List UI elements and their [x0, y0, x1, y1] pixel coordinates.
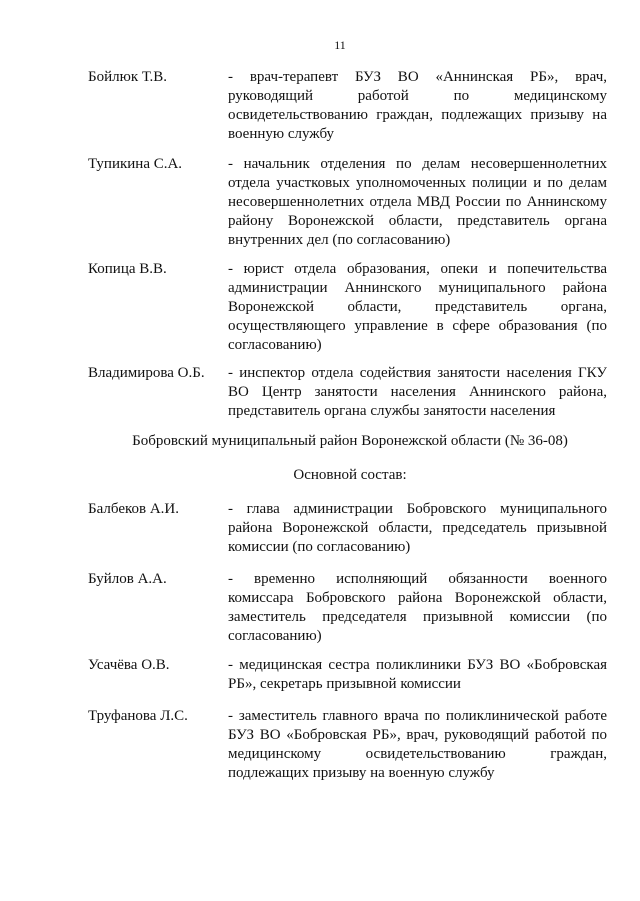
member-name: Тупикина С.А.	[88, 156, 183, 172]
member-description: - начальник отделения по делам несовершеннолетних отдела участковых уполномоченных полиции и по делам несовершеннолетних отдела МВД России по Аннинскому району Воронежской области, представитель органа внутренних дел (по согласованию)	[228, 156, 607, 248]
member-name: Труфанова Л.С.	[88, 708, 188, 724]
member-description: - заместитель главного врача по поликлинической работе БУЗ ВО «Бобровская РБ», врач, руководящий работой по медицинскому освидетельствованию граждан, подлежащих призыву на военную службу	[228, 708, 607, 781]
member-description: - юрист отдела образования, опеки и попечительства администрации Аннинского муниципального района Воронежской области, представитель органа, осуществляющего управление в сфере образования (по согласованию)	[228, 261, 607, 353]
member-description: - врач-терапевт БУЗ ВО «Аннинская РБ», врач, руководящий работой по медицинскому освидетельствованию граждан, подлежащих призыву на военную службу	[228, 69, 607, 142]
member-name: Балбеков А.И.	[88, 501, 180, 517]
page-number: 11	[334, 38, 346, 52]
member-name: Копица В.В.	[88, 261, 167, 277]
district-heading: Бобровский муниципальный район Воронежской области (№ 36-08)	[132, 433, 568, 449]
member-description: - глава администрации Бобровского муниципального района Воронежской области, председатель призывной комиссии (по согласованию)	[228, 501, 607, 555]
member-description: - инспектор отдела содействия занятости населения ГКУ ВО Центр занятости населения Аннинского района, представитель органа службы занятости населения	[228, 365, 607, 419]
composition-heading: Основной состав:	[293, 467, 407, 483]
member-description: - временно исполняющий обязанности военного комиссара Бобровского района Воронежской области, заместитель председателя призывной комиссии (по согласованию)	[228, 571, 607, 644]
member-name: Усачёва О.В.	[88, 657, 170, 673]
member-name: Владимирова О.Б.	[88, 365, 205, 381]
member-name: Буйлов А.А.	[88, 571, 167, 587]
member-name: Бойлюк Т.В.	[88, 69, 168, 85]
member-description: - медицинская сестра поликлиники БУЗ ВО «Бобровская РБ», секретарь призывной комиссии	[228, 657, 607, 692]
